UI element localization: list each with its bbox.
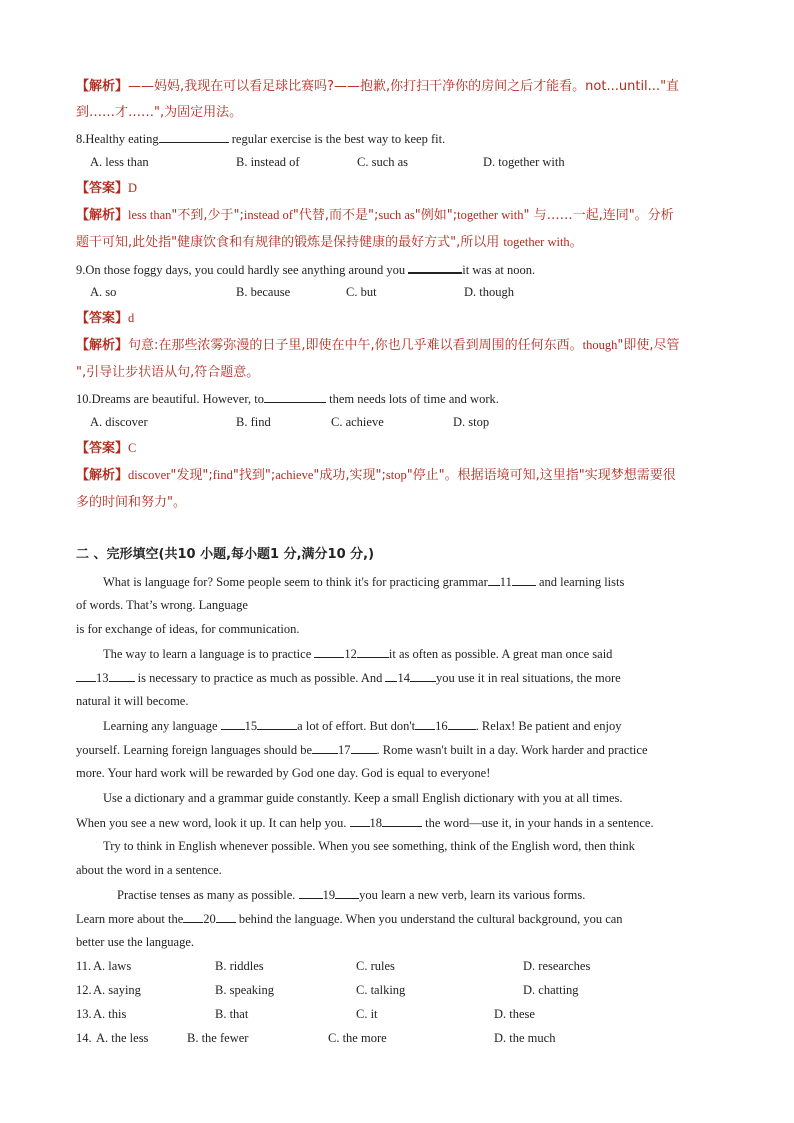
blank-line [312,741,338,754]
q9-explanation-cont [76,364,720,381]
q9-explanation-line1: 句意:在那些浓雾弥漫的日子里,即使在中午,你也几乎难以看到周围的任何东西。 [128,338,583,353]
q10-explanation-segment-4: achieve [275,468,314,482]
passage-text: better use the language. [76,935,195,949]
q8-option-c: C. such as [357,155,409,169]
passage-text: Learn more about the [76,912,184,926]
q10-explanation-segment-6: stop [385,468,407,482]
q8-explanation-cont [76,234,720,251]
passage-p5-line1 [103,838,720,854]
q10-blank [264,390,326,403]
explanation-label: 【解析】 [76,468,129,483]
passage-text: . Rome wasn't built in a day. Work harder and practice [376,743,648,757]
q10-explanation-segment-7: "停止"。根据语境可知,这里指"实现梦想需要很 [406,468,676,483]
passage-text: Learning any language [103,719,221,733]
passage-p7-line2 [76,934,720,950]
passage-p1-line3 [76,621,720,637]
q10-stem [76,390,720,407]
q8-stem [76,130,720,147]
q8-explanation-segment-6: together with [457,208,524,222]
blank-number-19: 19 [322,888,336,902]
blank-number-14: 14 [397,671,410,685]
choice-option-c: C. the more [328,1031,387,1045]
q8-explanation-line2: 题干可知,此处指"健康饮食和有规律的锻炼是保持健康的最好方式",所以用 [76,235,504,250]
blank-line [314,645,344,658]
choice-option-d: D. the much [494,1031,556,1045]
blank-line [221,717,245,730]
passage-p3-line2 [76,741,720,758]
q9-explanation-meaning: "即使,尽管 [617,338,680,353]
passage-text: the word—use it, in your hands in a sentence. [422,816,654,830]
passage-p5-line2 [76,862,720,878]
q8-explanation-segment-7: " 与……一起,连同"。分析 [523,208,674,223]
q8-explanation-segment-0: less than [128,208,172,222]
passage-p4-line2 [76,814,720,831]
passage-text: What is language for? Some people seem to think it's for practicing grammar [103,575,488,589]
choice-option-a: A. this [93,1007,127,1021]
q8-stem-end: regular exercise is the best way to keep fit. [228,132,446,146]
blank-line [448,717,476,730]
q8-explanation-segment-3: "代替,而不是"; [292,208,379,223]
q8-explanation-segment-5: "例如"; [414,208,458,223]
q8-explanation-end: 。 [569,235,583,250]
blank-number-20: 20 [203,912,216,926]
q9-option-d: D. though [464,285,514,299]
choice-option-c: C. it [356,1007,378,1021]
q10-option-b: B. find [236,415,271,429]
q10-option-a: A. discover [90,415,148,429]
explanation-label: 【解析】 [76,208,129,223]
passage-text: The way to learn a language is to practice [103,647,315,661]
q8-explanation [76,207,720,224]
q8-explanation-segment-2: instead of [243,208,293,222]
blank-line [257,717,297,730]
q10-answer [76,440,720,457]
q9-option-b: B. because [236,285,291,299]
blank-number-17: 17 [338,743,351,757]
q10-explanation-segment-1: "发现"; [170,468,213,483]
choice-option-d: D. researches [523,959,591,973]
blank-line [488,573,500,586]
q9-option-a: A. so [90,285,117,299]
q10-stem-start: 10.Dreams are beautiful. However, to [76,392,264,406]
passage-text: it as often as possible. A great man once said [388,647,613,661]
q7-explanation-cont [76,104,720,121]
blank-line [299,886,323,899]
choice-option-b: B. riddles [215,959,264,973]
passage-p3-line3 [76,765,720,781]
blank-number-13: 13 [96,671,109,685]
q10-explanation-line2: 多的时间和努力"。 [76,495,186,510]
passage-text: you learn a new verb, learn its various forms. [359,888,586,902]
q8-explanation-segment-4: such as [378,208,415,222]
q10-explanation-cont [76,494,720,511]
passage-text: of words. That’s wrong. Language [76,598,248,612]
blank-line [183,910,203,923]
q10-explanation [76,467,720,484]
q10-explanation-segment-5: "成功,实现"; [313,468,386,483]
blank-line [109,669,135,682]
q8-explanation-line1 [128,208,674,222]
passage-text: . Relax! Be patient and enjoy [475,719,622,733]
passage-text: When you see a new word, look it up. It can help you. [76,816,350,830]
q7-explanation-line1: ——妈妈,我现在可以看足球比赛吗?——抱歉,你打扫干净你的房间之后才能看。not...until..."直 [128,79,680,94]
passage-text: Try to think in English whenever possible. When you see something, think of the English word, then think [103,839,635,853]
passage-p1-line1 [103,573,720,590]
answer-label: 【答案】 [76,181,129,196]
q10-explanation-segment-2: find [212,468,233,482]
blank-number-12: 12 [344,647,357,661]
q8-answer [76,180,720,197]
q8-explanation-segment-1: "不到,少于"; [171,208,244,223]
answer-label: 【答案】 [76,441,129,456]
explanation-label: 【解析】 [76,338,129,353]
q10-explanation-segment-3: "找到"; [232,468,276,483]
q10-stem-end: them needs lots of time and work. [325,392,499,406]
blank-number-18: 18 [369,816,383,830]
choice-number: 14. [76,1031,92,1045]
passage-text: you use it in real situations, the more [435,671,621,685]
section-title [76,546,720,563]
blank-line [76,669,96,682]
q8-option-d: D. together with [483,155,565,169]
choice-option-c: C. talking [356,983,406,997]
q9-explanation [76,337,720,354]
choice-option-d: D. chatting [523,983,579,997]
choice-option-a: A. saying [93,983,141,997]
q9-blank [408,260,462,274]
blank-line [415,717,435,730]
passage-text: and learning lists [535,575,625,589]
q10-answer-value: C [128,441,137,455]
passage-text: is for exchange of ideas, for communication. [76,622,300,636]
blank-line [385,669,397,682]
q8-stem-start: 8.Healthy eating [76,132,159,146]
passage-text: about the word in a sentence. [76,863,222,877]
passage-text: natural it will become. [76,694,189,708]
passage-text: yourself. Learning foreign languages should be [76,743,313,757]
blank-line [351,741,377,754]
blank-line [216,910,236,923]
blank-number-11: 11 [499,575,512,589]
q10-option-c: C. achieve [331,415,384,429]
q9-explanation-word: though [582,338,618,352]
choice-option-c: C. rules [356,959,395,973]
passage-p2-line1 [103,645,720,662]
q10-option-d: D. stop [453,415,490,429]
q8-blank [159,130,229,143]
choice-option-b: B. speaking [215,983,275,997]
choice-option-b: B. the fewer [187,1031,249,1045]
q8-option-a: A. less than [90,155,149,169]
blank-line [382,814,422,827]
q7-explanation-line2: 到……才……",为固定用法。 [76,105,243,120]
passage-p3-line1 [103,717,720,734]
passage-text: Practise tenses as many as possible. [117,888,299,902]
blank-line [512,573,536,586]
blank-line [350,814,370,827]
passage-p1-line2 [76,597,720,613]
choice-number: 11. [76,959,92,973]
blank-line [335,886,359,899]
q9-answer [76,310,720,327]
passage-p4-line1 [103,790,720,806]
blank-number-15: 15 [244,719,258,733]
q7-explanation [76,78,720,95]
passage-p2-line2 [76,669,720,686]
answer-label: 【答案】 [76,311,129,326]
section-heading: 二 、完形填空(共10 小题,每小题1 分,满分10 分,) [76,547,375,562]
choice-number: 12. [76,983,92,997]
q10-explanation-segment-0: discover [128,468,171,482]
q8-option-b: B. instead of [236,155,300,169]
q8-explanation-phrase: together with [503,235,570,249]
passage-text: a lot of effort. But don't [297,719,416,733]
q8-answer-value: D [128,181,138,195]
q10-explanation-line1 [128,468,676,482]
passage-p6-line1 [117,886,720,903]
q9-explanation-line2: ",引导让步状语从句,符合题意。 [76,365,260,380]
passage-text: more. Your hard work will be rewarded by God one day. God is equal to everyone! [76,766,491,780]
passage-p2-line3 [76,693,720,709]
explanation-label: 【解析】 [76,79,129,94]
passage-text: Use a dictionary and a grammar guide constantly. Keep a small English dictionary with you at all times. [103,791,623,805]
choice-option-b: B. that [215,1007,249,1021]
choice-number: 13. [76,1007,92,1021]
q9-stem-end: it was at noon. [462,263,536,277]
q9-option-c: C. but [346,285,377,299]
choice-option-d: D. these [494,1007,535,1021]
passage-text: behind the language. When you understand the cultural background, you can [235,912,623,926]
blank-number-16: 16 [435,719,448,733]
q9-stem-start: 9.On those foggy days, you could hardly see anything around you [76,263,409,277]
choice-option-a: A. laws [93,959,132,973]
passage-text: is necessary to practice as much as possible. And [134,671,386,685]
q9-answer-value: d [128,311,135,325]
blank-line [410,669,436,682]
passage-p7-line1 [76,910,720,927]
q9-stem [76,260,720,278]
choice-option-a: A. the less [96,1031,149,1045]
blank-line [357,645,389,658]
